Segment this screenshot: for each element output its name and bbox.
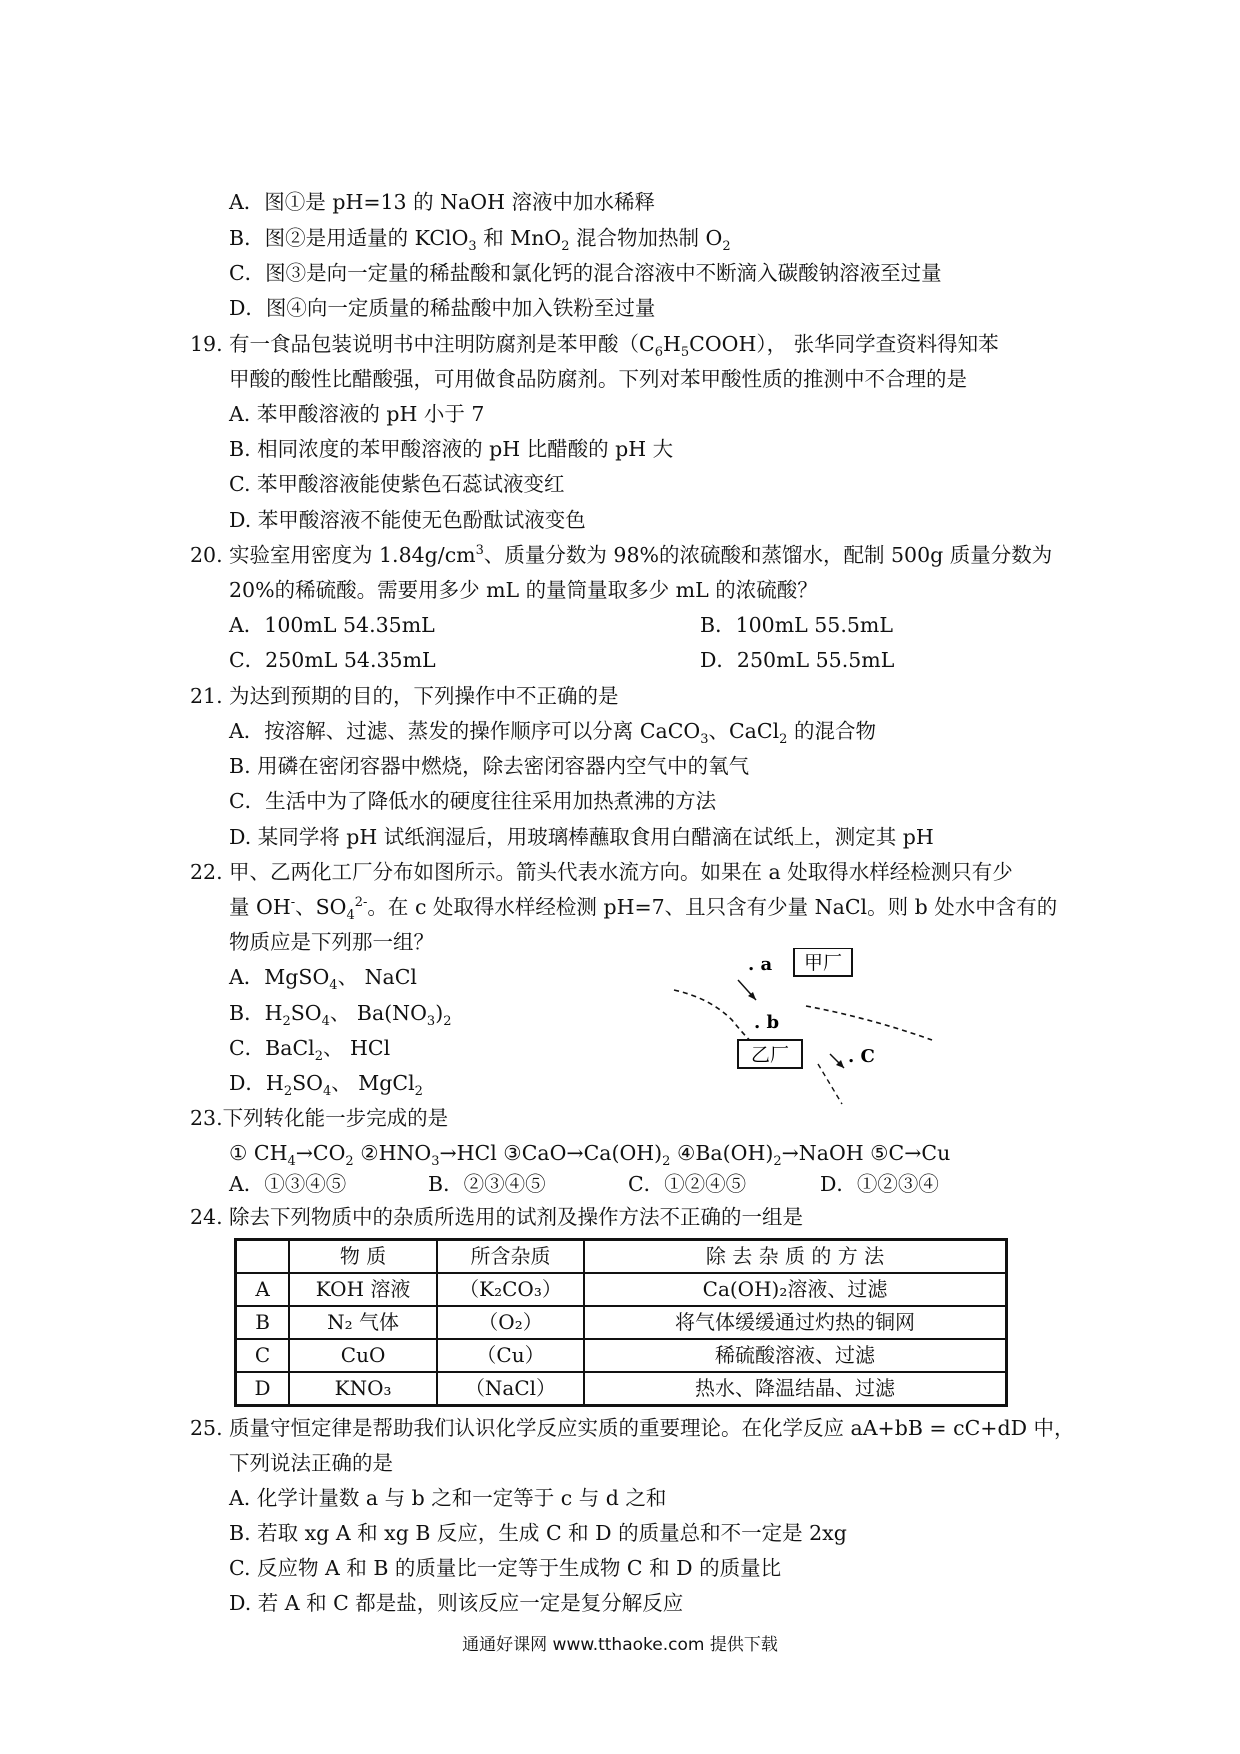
q25-stem-line2: 下列说法正确的是 (229, 1451, 393, 1475)
q20-number: 20. (190, 543, 223, 567)
q24-stem: 除去下列物质中的杂质所选用的试剂及操作方法不正确的一组是 (229, 1205, 803, 1229)
q24-number: 24. (190, 1205, 223, 1229)
q22-stem-line1: 甲、乙两化工厂分布如图所示。箭头代表水流方向。如果在 a 处取得水样经检测只有少 (229, 860, 1013, 884)
q20-stem-line1: 实验室用密度为 $1.84g/cm^3$、质量分数为 98%的浓硫酸和蒸馏水，配制 500g 质量分数为 (229, 543, 1053, 567)
q22-stem-line3: 物质应是下列那一组？ (229, 930, 434, 954)
q20-option-b: B．100mL 55.5mL (700, 613, 893, 637)
river-bank-right (806, 1006, 932, 1040)
table-cell: B (236, 1306, 290, 1339)
table-cell: Ca(OH)₂溶液、过滤 (584, 1273, 1007, 1306)
factory-jia-label: 甲厂 (803, 952, 843, 974)
table-header-cell: 物 质 (289, 1240, 437, 1274)
page-footer: 通通好课网 www.tthaoke.com 提供下载 (462, 1635, 778, 1655)
point-c-label: . C (848, 1046, 875, 1067)
q23-option-a: A．①③④⑤ (229, 1172, 347, 1196)
q25-stem-line1: 质量守恒定律是帮助我们认识化学反应实质的重要理论。在化学反应 aA+bB = cC+dD 中， (229, 1416, 1075, 1440)
table-cell: （O₂） (437, 1306, 584, 1339)
table-cell: （K₂CO₃） (437, 1273, 584, 1306)
table-cell: 热水、降温结晶、过滤 (584, 1372, 1007, 1406)
table-cell: 稀硫酸溶液、过滤 (584, 1339, 1007, 1372)
factory-yi-label: 乙厂 (750, 1044, 790, 1066)
table-cell: A (236, 1273, 290, 1306)
q20-option-d: D．250mL 55.5mL (700, 648, 895, 672)
q22-option-a: A．MgSO$_4$、 NaCl (229, 965, 417, 994)
q18-option-c: C．图③是向一定量的稀盐酸和氯化钙的混合溶液中不断滴入碳酸钠溶液至过量 (229, 261, 942, 285)
q18-option-b: B．图②是用适量的 KClO$_3$ 和 MnO$_2$ 混合物加热制 $O_2$ (229, 226, 731, 255)
q22-stem-line2: 量 OH-、$SO_4^{2-}$。在 c 处取得水样经检测 pH=7、且只含有少量 NaCl。则 b 处水中含有的 (229, 895, 1058, 924)
q19-stem-line2: 甲酸的酸性比醋酸强，可用做食品防腐剂。下列对苯甲酸性质的推测中不合理的是 (229, 367, 967, 391)
flow-arrow-c (830, 1054, 844, 1068)
q23-items: ① $CH_4\to CO_2$ $②HNO_3\to HCl$ $③CaO\to Ca(OH)_2$ $④Ba(OH)_2\to NaOH$ ⑤C→Cu (229, 1141, 951, 1170)
q21-option-c: C．生活中为了降低水的硬度往往采用加热煮沸的方法 (229, 789, 717, 813)
table-cell: C (236, 1339, 290, 1372)
table-cell: D (236, 1372, 290, 1406)
point-a-label: . a (748, 954, 773, 975)
q22-option-c: C．BaCl$_2$、 HCl (229, 1036, 391, 1065)
q25-option-a: A. 化学计量数 a 与 b 之和一定等于 c 与 d 之和 (229, 1486, 667, 1510)
q21-option-b: B. 用磷在密闭容器中燃烧，除去密闭容器内空气中的氧气 (229, 754, 750, 778)
flow-line-lower (818, 1064, 842, 1104)
q20-stem-line2: 20%的稀硫酸。需要用多少 mL 的量筒量取多少 mL 的浓硫酸？ (229, 578, 818, 602)
table-cell: N₂ 气体 (289, 1306, 437, 1339)
table-cell: （NaCl） (437, 1372, 584, 1406)
table-header-cell: 除 去 杂 质 的 方 法 (584, 1240, 1007, 1274)
table-cell: CuO (289, 1339, 437, 1372)
q25-option-c: C. 反应物 A 和 B 的质量比一定等于生成物 C 和 D 的质量比 (229, 1556, 782, 1580)
q23-option-d: D．①②③④ (820, 1172, 939, 1196)
table-cell: KNO₃ (289, 1372, 437, 1406)
q20-option-a: A．100mL 54.35mL (229, 613, 435, 637)
q20-option-c: C．250mL 54.35mL (229, 648, 436, 672)
table-row (236, 1273, 1007, 1306)
q21-option-a: A．按溶解、过滤、蒸发的操作顺序可以分离 CaCO$_3$、CaCl$_2$ 的混合物 (229, 719, 876, 748)
q22-option-d: D．$H_2SO_4$、 MgCl$_2$ (229, 1071, 423, 1100)
q23-stem: 23.下列转化能一步完成的是 (190, 1106, 449, 1130)
flow-arrow-a (738, 980, 756, 1000)
q19-option-d: D. 苯甲酸溶液不能使无色酚酞试液变色 (229, 508, 586, 532)
q24-table (234, 1238, 1008, 1407)
q25-option-b: B. 若取 xg A 和 xg B 反应，生成 C 和 D 的质量总和不一定是 2xg (229, 1521, 847, 1545)
q19-option-c: C. 苯甲酸溶液能使紫色石蕊试液变红 (229, 472, 565, 496)
factory-diagram (670, 948, 940, 1108)
table-row (236, 1306, 1007, 1339)
q22-number: 22. (190, 860, 223, 884)
q19-stem-line1: 有一食品包装说明书中注明防腐剂是苯甲酸$(C_6H_5COOH)$， 张华同学查资料得知苯 (229, 332, 999, 361)
point-b-label: . b (754, 1012, 780, 1033)
table-header-row (236, 1240, 1007, 1274)
q23-option-c: C．①②④⑤ (628, 1172, 747, 1196)
q21-option-d: D. 某同学将 pH 试纸润湿后，用玻璃棒蘸取食用白醋滴在试纸上，测定其 pH (229, 825, 934, 849)
q25-option-d: D. 若 A 和 C 都是盐，则该反应一定是复分解反应 (229, 1591, 684, 1615)
q18-option-d: D．图④向一定质量的稀盐酸中加入铁粉至过量 (229, 296, 656, 320)
q21-stem: 为达到预期的目的，下列操作中不正确的是 (229, 684, 619, 708)
q21-number: 21. (190, 684, 223, 708)
table-row (236, 1372, 1007, 1406)
q19-option-b: B. 相同浓度的苯甲酸溶液的 pH 比醋酸的 pH 大 (229, 437, 674, 461)
q19-number: 19. (190, 332, 223, 356)
table-header-cell (236, 1240, 290, 1274)
table-header-cell: 所含杂质 (437, 1240, 584, 1274)
q23-option-b: B．②③④⑤ (428, 1172, 546, 1196)
q19-option-a: A. 苯甲酸溶液的 pH 小于 7 (229, 402, 485, 426)
q25-number: 25. (190, 1416, 223, 1440)
table-cell: 将气体缓缓通过灼热的铜网 (584, 1306, 1007, 1339)
table-cell: （Cu） (437, 1339, 584, 1372)
q18-option-a: A．图①是 pH=13 的 NaOH 溶液中加水稀释 (229, 190, 655, 214)
table-row (236, 1339, 1007, 1372)
table-cell: KOH 溶液 (289, 1273, 437, 1306)
q22-option-b: B．$H_2SO_4$、 $Ba(NO_3)_2$ (229, 1001, 452, 1030)
